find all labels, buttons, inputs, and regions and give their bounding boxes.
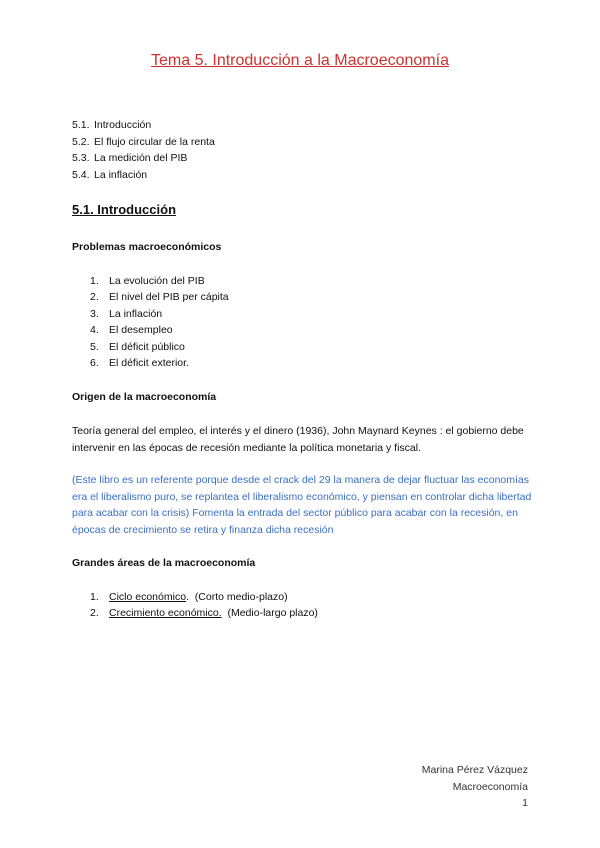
page-title: Tema 5. Introducción a la Macroeconomía: [151, 52, 449, 69]
toc-item[interactable]: 5.2. El flujo circular de la renta: [72, 135, 215, 148]
footer-author: Marina Pérez Vázquez: [421, 764, 528, 776]
origen-heading: Origen de la macroeconomía: [72, 391, 217, 403]
page-number: 1: [522, 797, 528, 809]
list-item: 2. El nivel del PIB per cápita: [90, 291, 229, 304]
list-item: 4. El desempleo: [90, 324, 173, 337]
toc-item[interactable]: 5.4. La inflación: [72, 168, 148, 181]
problemas-list: [90, 273, 229, 371]
origen-paragraph: Teoría general del empleo, el interés y el dinero (1936), John Maynard Keynes : el gobierno debe intervenir en las épocas de recesión mediante la política monetaria y fiscal.: [72, 425, 524, 454]
list-item: 2. Crecimiento económico. (Medio-largo plazo): [90, 607, 318, 620]
list-item: 1. Ciclo económico. (Corto medio-plazo): [90, 591, 288, 603]
crecimiento-term: Crecimiento económico.: [109, 607, 222, 620]
problemas-heading: Problemas macroeconómicos: [72, 241, 222, 253]
list-item: 1. La evolución del PIB: [90, 275, 205, 287]
ciclo-term: Ciclo económico: [109, 591, 187, 603]
footer-subject: Macroeconomía: [452, 780, 528, 793]
list-item: 6. El déficit exterior.: [90, 357, 189, 370]
areas-list: [90, 589, 318, 622]
toc-item[interactable]: 5.3. La medición del PIB: [72, 152, 188, 164]
list-item: 3. La inflación: [90, 307, 163, 320]
toc-item[interactable]: 5.1. Introducción: [72, 119, 152, 131]
page-footer: [422, 762, 528, 812]
list-item: 5. El déficit público: [90, 340, 185, 353]
section-heading: 5.1. Introducción: [72, 202, 177, 217]
table-of-contents: [72, 117, 215, 183]
origen-note: (Este libro es un referente porque desde el crack del 29 la manera de dejar fluctuar las economías era el liberalismo puro, se replantea el liberalismo económico, y piensan en controlar dicha libertad para acabar con la crisis) Fomenta la entrada del sector público para acabar con la recesión, en épocas de crecimiento se retira y finanza dicha recesión: [72, 474, 532, 536]
areas-heading: Grandes áreas de la macroeconomía: [72, 557, 256, 569]
